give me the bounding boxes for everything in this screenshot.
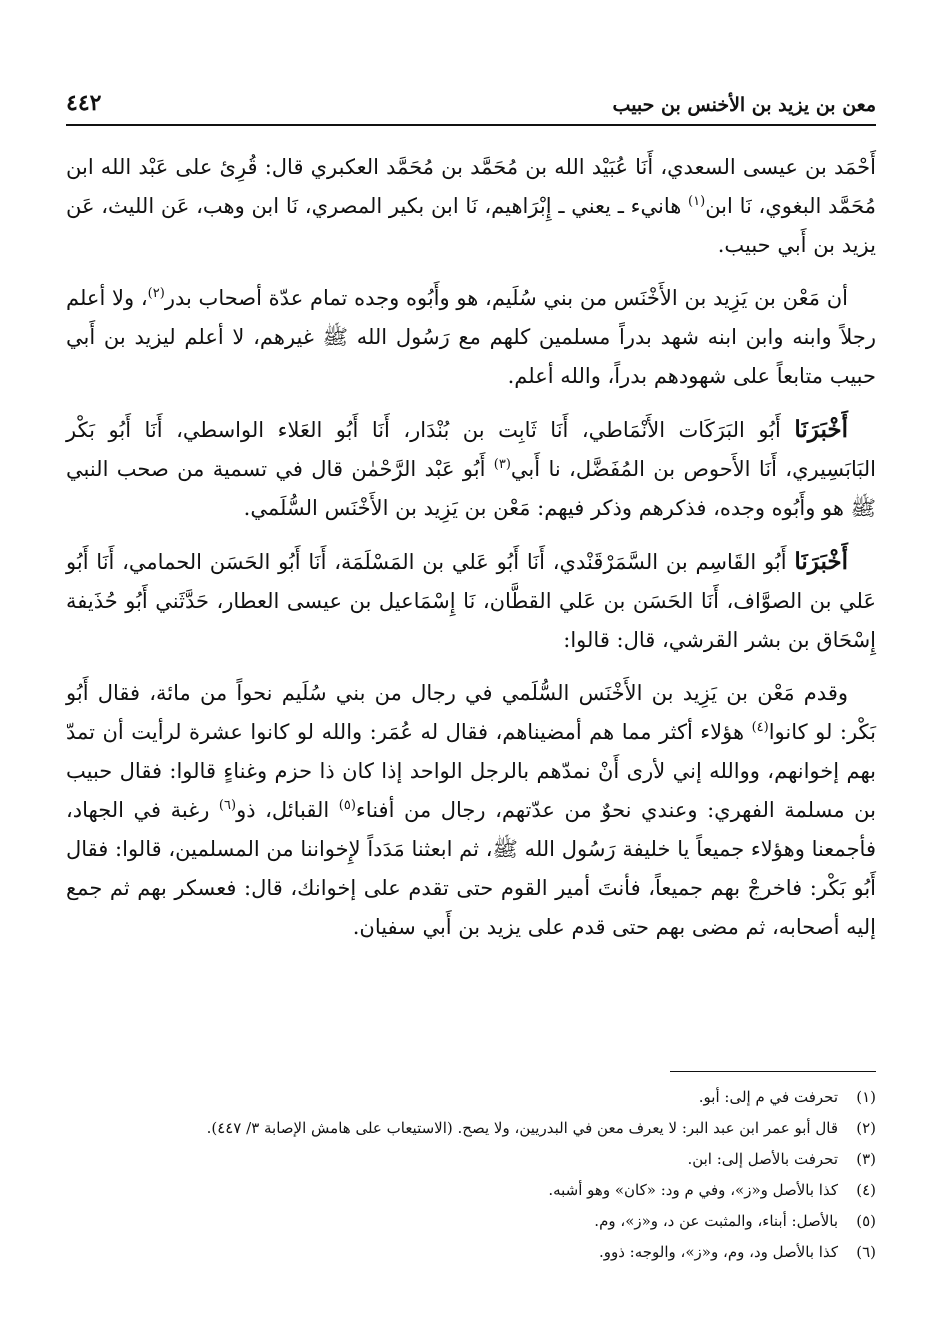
paragraph-text: وقدم مَعْن بن يَزِيد بن الأَخْنَس السُّلَمي في رجال من بني سُلَيم نحواً من مائة، فقال أَبُو بَكْر: لو كانوا [66, 681, 876, 744]
footnote [66, 1113, 876, 1144]
footnote-text: تحرفت بالأصل إلى: ابن. [687, 1150, 838, 1168]
footnote-number: (٢) [856, 1119, 876, 1137]
footnote-text: تحرفت في م إلى: أبو. [698, 1088, 838, 1106]
footnote-number: (٤) [856, 1181, 876, 1199]
paragraph [66, 410, 876, 528]
paragraph-text: ، ولا أعلم رجلاً وابنه وابن ابنه شهد بدراً مسلمين كلهم مع رَسُول الله ﷺ غيرهم، لا أعلم ليزيد بن أَبي حبيب متابعاً على شهودهم بدراً، والله أعلم. [66, 286, 876, 388]
paragraph [66, 542, 876, 660]
footnote [66, 1082, 876, 1113]
paragraph-text: أَبُو البَرَكَات الأَنْمَاطي، أَنَا ثَابِت بن بُنْدَار، أَنَا أَبُو العَلاء الواسطي، أَنَا أَبُو بَكْر البَابَسِيري، أَنَا الأَحوص بن المُفَضَّل، نا أَبي [66, 418, 876, 481]
footnote [66, 1237, 876, 1268]
paragraph-text: رغبة في الجهاد، فأجمعنا وهؤلاء جميعاً يا خليفة رَسُول الله ﷺ، ثم ابعثنا مَدَداً لإِخواننا من المسلمين، قالوا: فقال أَبُو بَكْر: فاخرجْ بهم جميعاً، فأنتَ أمير القوم حتى تقدم على إخوانك، قال: فعسكر بهم ثم جمع إليه أصحابه، ثم مضى بهم حتى قدم على يزيد بن أَبي سفيان. [66, 798, 876, 939]
footnotes-list [66, 1082, 876, 1268]
footnote-number: (٥) [856, 1212, 876, 1230]
paragraph-text: أَبُو عَبْد الرَّحْمٰن قال في تسمية من صحب النبي ﷺ هو وأَبُوه وجده، فذكرهم وذكر فيهم: مَعْن بن يَزِيد بن الأَخْنَس السُّلَمي. [66, 457, 876, 520]
footnote-separator [670, 1071, 876, 1072]
paragraph-text: القبائل، ذو [236, 798, 339, 822]
footnote-text: كذا بالأصل و«ز»، وفي م ود: «كان» وهو أشبه. [548, 1181, 838, 1199]
paragraph-text: هؤلاء أكثر مما هم أمضيناهم، فقال له عُمَر: والله لو كانوا عشرة لرأيت أن تمدّ بهم إخوانهم، ووالله إني لأرى أَنْ نمدّهم بالرجل الواحد إذا كان ذا حزم وغناءٍ قالوا: فقال حبيب بن مسلمة الفهري: وعندي نحوٌ من عدّتهم، رجال من أفناء [66, 720, 876, 822]
footnote-text: بالأصل: أبناء، والمثبت عن د، و«ز»، وم. [594, 1212, 838, 1230]
footnote-reference: (٤) [751, 720, 769, 735]
paragraph-text: أَبُو القَاسِم بن السَّمَرْقَنْدي، أَنَا أَبُو عَلي بن المَسْلَمَة، أَنَا أَبُو الحَسَن الحمامي، أَنَا أَبُو عَلي بن الصوَّاف، أَنَا الحَسَن بن عَلي القطَّان، نَا إِسْمَاعيل بن عيسى العطار، حَدَّثَني أَبُو حُذَيفة إِسْحَاق بن بشر القرشي، قال: قالوا: [66, 550, 876, 652]
page-number: ٤٤٢ [66, 90, 102, 116]
paragraph-text: هانيء ـ يعني ـ إِبْرَاهيم، نَا ابن بكير المصري، نَا ابن وهب، عَن الليث، عَن يزيد بن أَبي حبيب. [66, 194, 876, 257]
footnote-number: (١) [856, 1088, 876, 1106]
page-header [66, 76, 876, 116]
footnote [66, 1206, 876, 1237]
paragraph [66, 148, 876, 265]
footnote-number: (٣) [856, 1150, 876, 1168]
paragraph [66, 279, 876, 396]
main-text [66, 148, 876, 961]
footnote-reference: (٢) [147, 286, 165, 301]
footnote [66, 1144, 876, 1175]
paragraph-text: أن مَعْن بن يَزِيد بن الأَخْنَس من بني سُلَيم، هو وأَبُوه وجده تمام عدّة أصحاب بدر [164, 286, 848, 310]
footnote-number: (٦) [856, 1243, 876, 1261]
footnote-reference: (٣) [493, 457, 511, 472]
running-title: معن بن يزيد بن الأخنس بن حبيب [612, 94, 876, 116]
isnad-lead-word: أَخْبَرَنَا [794, 416, 848, 443]
footnote-text: كذا بالأصل ود، وم، و«ز»، والوجه: ذوو. [598, 1243, 838, 1261]
footnote [66, 1175, 876, 1206]
header-rule [66, 124, 876, 126]
paragraph [66, 674, 876, 947]
footnote-text: قال أبو عمر ابن عبد البر: لا يعرف معن في البدريين، ولا يصح. (الاستيعاب على هامش الإصابة ٣/ ٤٤٧). [206, 1119, 838, 1137]
isnad-lead-word: أَخْبَرَنَا [794, 548, 848, 575]
footnote-reference: (١) [688, 194, 706, 209]
footnote-reference: (٦) [218, 798, 237, 813]
paragraph-text: أَحْمَد بن عيسى السعدي، أَنَا عُبَيْد الله بن مُحَمَّد بن مُحَمَّد العكبري قال: قُرِئ على عَبْد الله ابن مُحَمَّد البغوي، نَا ابن [66, 155, 876, 218]
footnote-reference: (٥) [338, 798, 356, 813]
